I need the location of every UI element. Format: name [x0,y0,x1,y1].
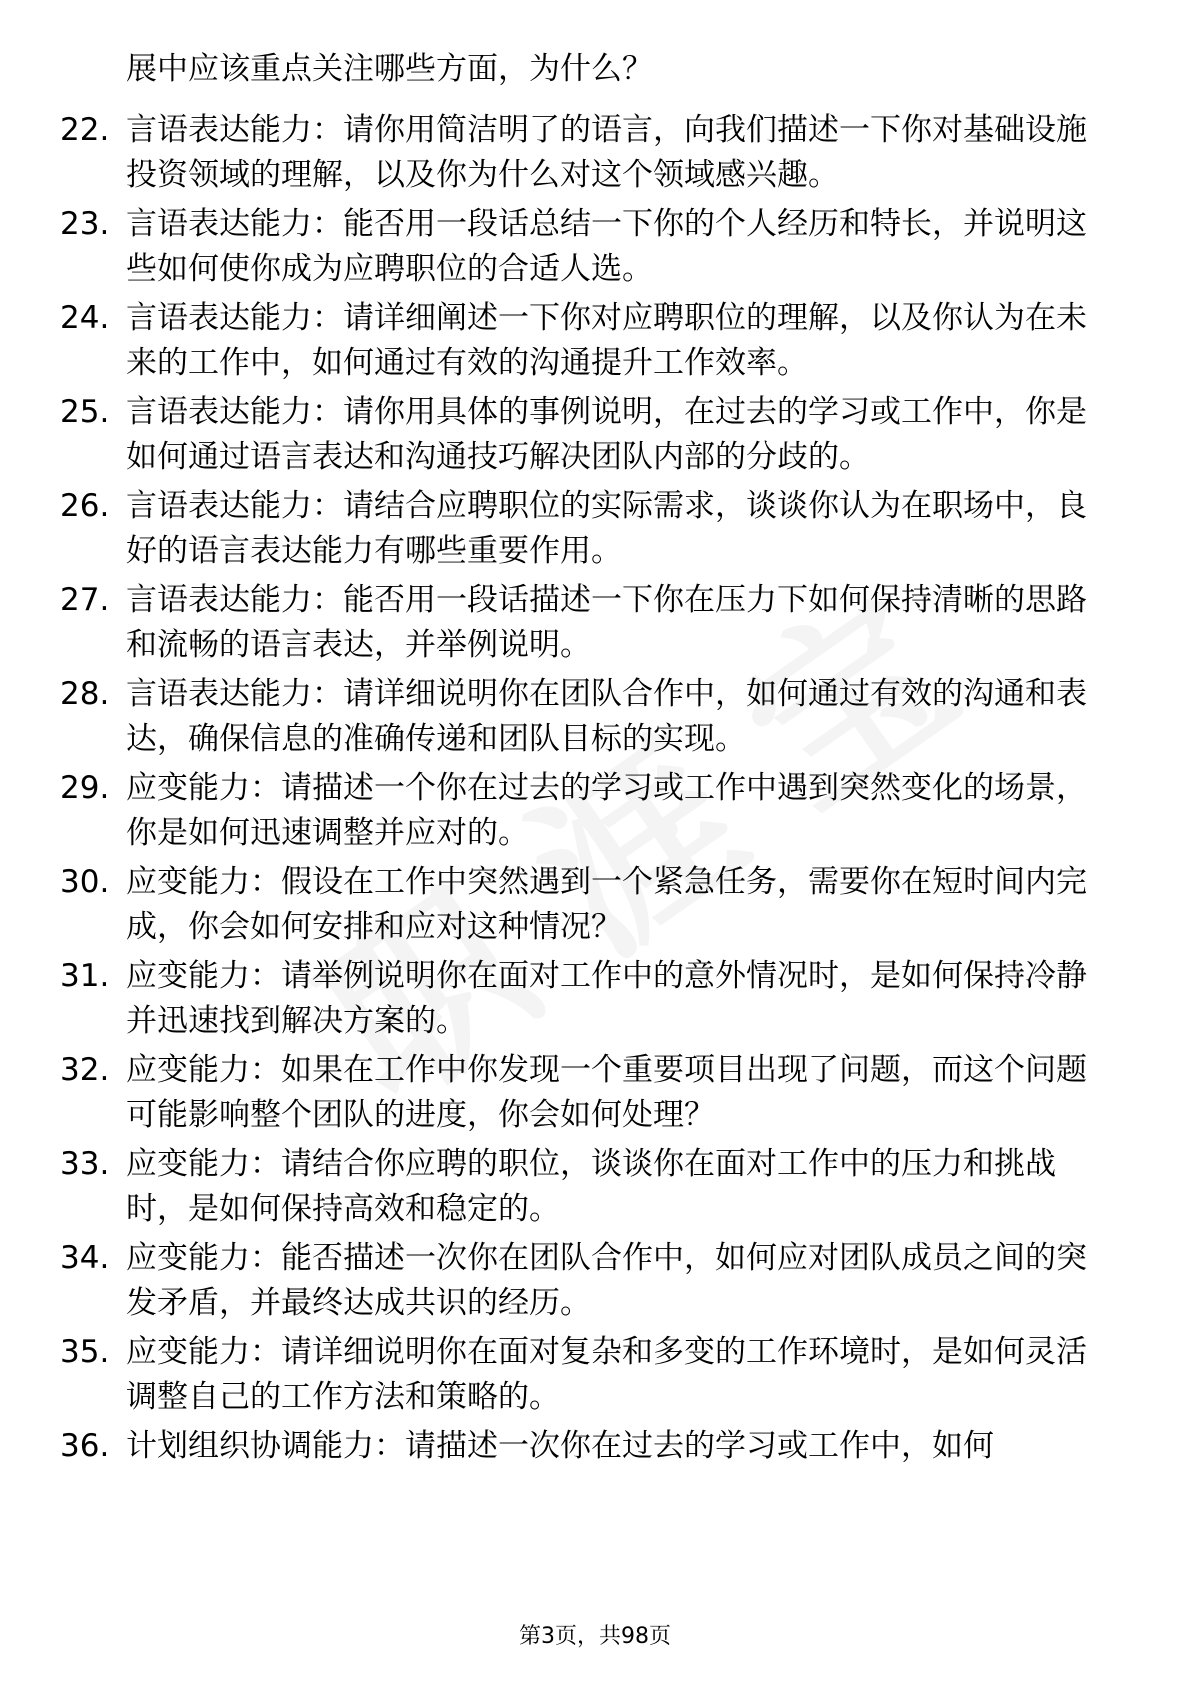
question-text: 应变能力：如果在工作中你发现一个重要项目出现了问题，而这个问题可能影响整个团队的进度，你会如何处理？ [126,1052,1087,1133]
question-number: 32. [60,1052,110,1088]
question-text: 言语表达能力：能否用一段话总结一下你的个人经历和特长，并说明这些如何使你成为应聘职位的合适人选。 [126,206,1087,287]
question-number: 31. [60,958,110,994]
question-item [0,1048,1111,1137]
question-item [0,860,1111,949]
continuation-text: 展中应该重点关注哪些方面，为什么？ [126,51,653,87]
question-number: 34. [60,1240,110,1276]
question-number: 36. [60,1428,110,1464]
question-text: 言语表达能力：请详细说明你在团队合作中，如何通过有效的沟通和表达，确保信息的准确传递和团队目标的实现。 [126,676,1087,757]
question-item [0,1424,1111,1469]
question-text: 应变能力：请结合你应聘的职位，谈谈你在面对工作中的压力和挑战时，是如何保持高效和稳定的。 [126,1146,1056,1227]
question-number: 30. [60,864,110,900]
question-number: 35. [60,1334,110,1370]
question-item [0,484,1111,573]
question-number: 25. [60,394,110,430]
question-number: 29. [60,770,110,806]
question-number: 28. [60,676,110,712]
question-number: 26. [60,488,110,524]
question-number: 24. [60,300,110,336]
question-number: 23. [60,206,110,242]
question-number: 27. [60,582,110,618]
question-item [0,766,1111,855]
question-text: 言语表达能力：能否用一段话描述一下你在压力下如何保持清晰的思路和流畅的语言表达，并举例说明。 [126,582,1087,663]
page-footer: 第3页，共98页 [519,1624,671,1649]
question-text: 言语表达能力：请你用具体的事例说明，在过去的学习或工作中，你是如何通过语言表达和沟通技巧解决团队内部的分歧的。 [126,394,1087,475]
question-item [0,108,1111,197]
question-item [0,296,1111,385]
question-text: 计划组织协调能力：请描述一次你在过去的学习或工作中，如何 [126,1428,994,1464]
question-number: 22. [60,112,110,148]
question-item [0,578,1111,667]
question-text: 应变能力：能否描述一次你在团队合作中，如何应对团队成员之间的突发矛盾，并最终达成共识的经历。 [126,1240,1087,1321]
question-item [0,1236,1111,1325]
question-text: 应变能力：假设在工作中突然遇到一个紧急任务，需要你在短时间内完成，你会如何安排和应对这种情况？ [126,864,1087,945]
question-text: 应变能力：请描述一个你在过去的学习或工作中遇到突然变化的场景，你是如何迅速调整并应对的。 [126,770,1087,851]
question-item [0,390,1111,479]
question-number: 33. [60,1146,110,1182]
question-item [0,202,1111,291]
question-item [0,672,1111,761]
question-text: 言语表达能力：请结合应聘职位的实际需求，谈谈你认为在职场中，良好的语言表达能力有哪些重要作用。 [126,488,1087,569]
question-item [0,954,1111,1043]
question-text: 言语表达能力：请详细阐述一下你对应聘职位的理解，以及你认为在未来的工作中，如何通过有效的沟通提升工作效率。 [126,300,1087,381]
question-text: 言语表达能力：请你用简洁明了的语言，向我们描述一下你对基础设施投资领域的理解，以及你为什么对这个领域感兴趣。 [126,112,1087,193]
question-text: 应变能力：请举例说明你在面对工作中的意外情况时，是如何保持冷静并迅速找到解决方案的。 [126,958,1087,1039]
question-text: 应变能力：请详细说明你在面对复杂和多变的工作环境时，是如何灵活调整自己的工作方法和策略的。 [126,1334,1087,1415]
question-item [0,1142,1111,1231]
continuation-paragraph [0,47,1111,92]
question-item [0,1330,1111,1419]
